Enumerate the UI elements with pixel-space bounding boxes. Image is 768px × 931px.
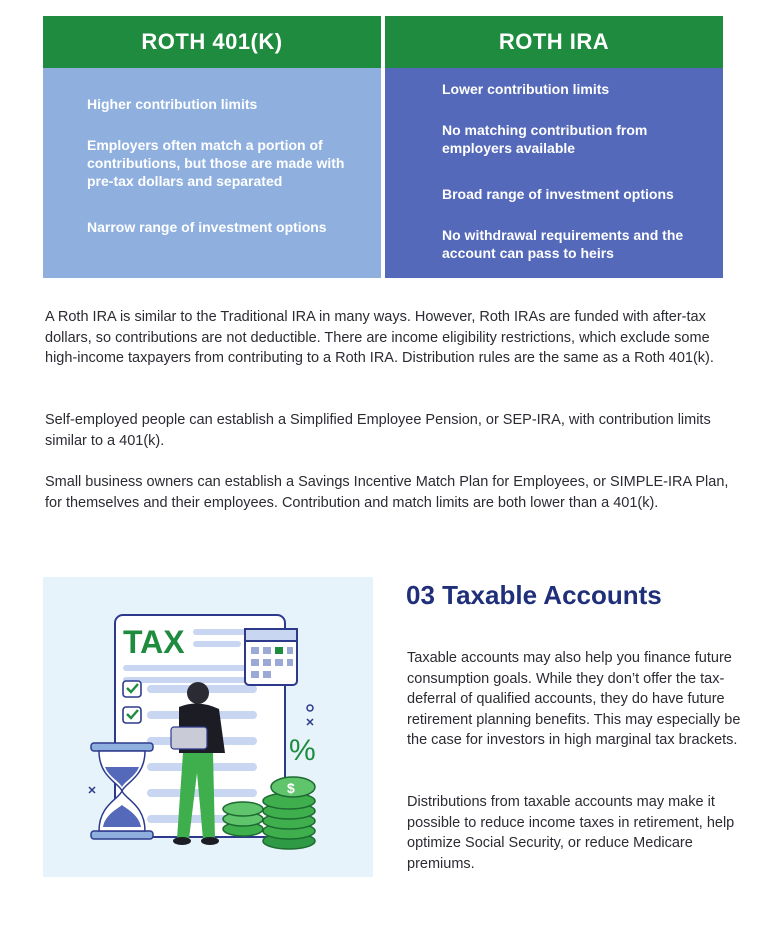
tax-illustration-graphic <box>43 577 373 877</box>
tax-illustration <box>43 577 373 877</box>
roth-401k-list <box>87 95 361 259</box>
checkbox-icon <box>123 707 141 723</box>
checkbox-icon <box>123 681 141 697</box>
list-item: Broad range of investment options <box>442 186 674 202</box>
dollar-icon: $ <box>287 780 295 796</box>
paragraph-simple-ira: Small business owners can establish a Savings Incentive Match Plan for Employees, or SIMPLE-IRA Plan, for themselves and their employees. Contribution and match limits are both lower than a 401(k). <box>45 474 729 511</box>
list-item: Narrow range of investment options <box>87 219 327 235</box>
roth-ira-list <box>442 80 703 285</box>
laptop-icon <box>171 727 207 749</box>
list-item: Employers often match a portion of contributions, but those are made with pre-tax dollars and separated <box>87 137 345 189</box>
roth-ira-body <box>385 68 723 278</box>
list-item: No matching contribution from employers available <box>442 122 648 156</box>
roth-401k-column <box>43 16 381 278</box>
taxable-paragraph-2: Distributions from taxable accounts may make it possible to reduce income taxes in retirement, help optimize Social Security, or reduce Medicare premiums. <box>407 794 735 872</box>
taxable-paragraph-1: Taxable accounts may also help you finance future consumption goals. While they don’t offer the tax-deferral of qualified accounts, they do have future retirement planning benefits. This may especially be the case for investors in high marginal tax brackets. <box>407 650 741 748</box>
paragraph-sep-ira: Self-employed people can establish a Simplified Employee Pension, or SEP-IRA, with contribution limits similar to a 401(k). <box>45 412 711 449</box>
list-item: Lower contribution limits <box>442 81 610 97</box>
roth-ira-column <box>385 16 723 278</box>
list-item: Higher contribution limits <box>87 96 258 112</box>
roth-401k-header: ROTH 401(K) <box>43 16 381 68</box>
percent-icon: % <box>289 734 316 767</box>
section-title: 03 Taxable Accounts <box>406 580 662 610</box>
list-item: No withdrawal requirements and the account can pass to heirs <box>442 227 684 261</box>
comparison-table <box>43 16 723 278</box>
tax-form-label: TAX <box>123 624 185 660</box>
paragraph-roth-ira: A Roth IRA is similar to the Traditional IRA in many ways. However, Roth IRAs are funded with after-tax dollars, so contributions are not deductible. There are income eligibility restrictions, which exclude some high-income taxpayers from contributing to a Roth IRA. Distribution rules are the same as a Roth 401(k). <box>45 309 714 366</box>
roth-401k-body <box>43 68 381 278</box>
roth-ira-header: ROTH IRA <box>385 16 723 68</box>
